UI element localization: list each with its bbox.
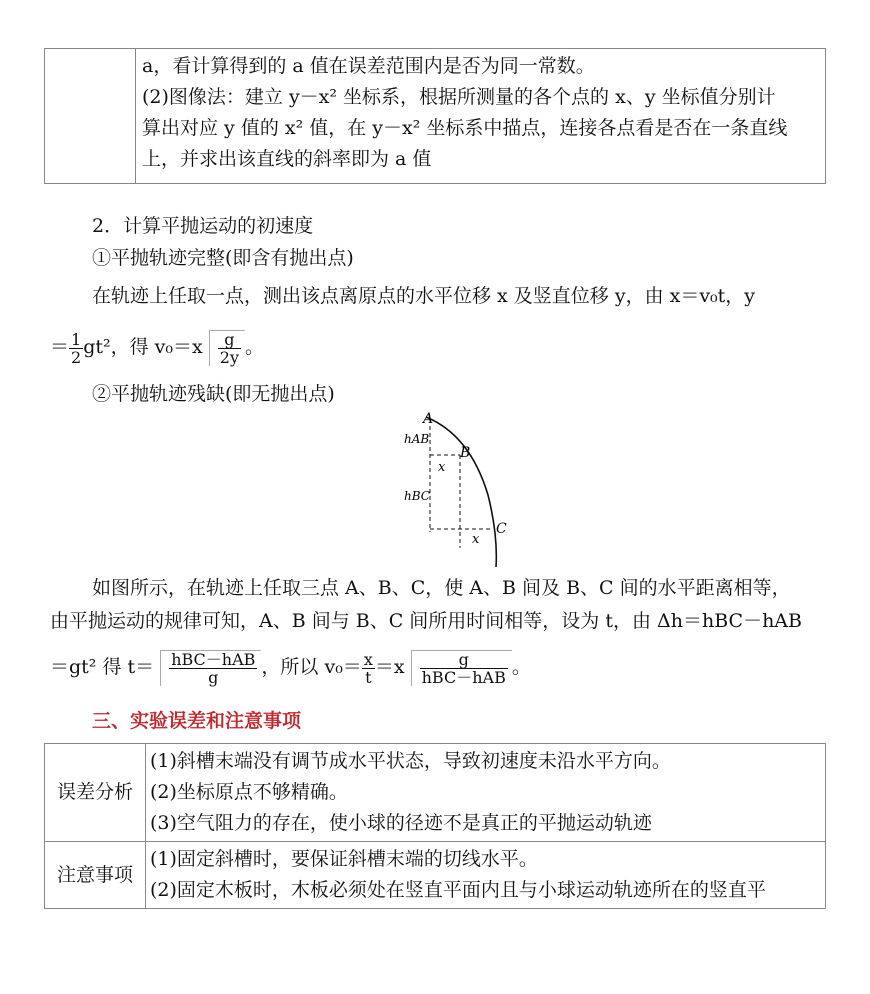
row-header: 误差分析 bbox=[45, 744, 146, 842]
top-table-line: a，看计算得到的 a 值在误差范围内是否为同一常数。 bbox=[142, 55, 595, 77]
h-ab-label: hAB bbox=[404, 432, 430, 446]
fraction-half bbox=[69, 331, 83, 366]
row-content bbox=[146, 744, 826, 842]
top-table-line: (2)图像法：建立 y－x² 坐标系，根据所测量的各个点的 x、y 坐标值分别计 bbox=[142, 86, 776, 108]
subsection-title: ②平抛轨迹残缺(即无抛出点) bbox=[92, 383, 335, 405]
formula-text: ＝ bbox=[50, 336, 70, 358]
fraction-numerator: hBC－hAB bbox=[171, 650, 256, 669]
formula-text: ，所以 v₀＝ bbox=[261, 656, 362, 678]
fraction-denominator: 2y bbox=[219, 348, 239, 367]
top-table-content-cell bbox=[136, 49, 826, 184]
formula-line bbox=[50, 650, 531, 686]
trajectory-figure bbox=[390, 405, 520, 570]
formula-text: gt²，得 v₀＝x bbox=[83, 336, 203, 358]
row-line: (1)固定斜槽时，要保证斜槽末端的切线水平。 bbox=[150, 848, 538, 870]
fraction-numerator: 1 bbox=[71, 329, 82, 349]
fraction bbox=[169, 651, 257, 686]
paragraph: 在轨迹上任取一点，测出该点离原点的水平位移 x 及竖直位移 y，由 x＝v₀t，y bbox=[92, 285, 756, 307]
fraction-numerator: g bbox=[218, 331, 241, 349]
point-c-label: C bbox=[496, 521, 507, 537]
top-table bbox=[44, 48, 826, 184]
sqrt-sign bbox=[411, 650, 512, 686]
formula-text: ＝gt² 得 t＝ bbox=[50, 656, 155, 678]
point-a-label: A bbox=[423, 411, 434, 427]
subsection-title: ①平抛轨迹完整(即含有抛出点) bbox=[92, 247, 354, 269]
h-bc-label: hBC bbox=[404, 489, 430, 503]
x-label-2: x bbox=[472, 532, 480, 547]
fraction-numerator: g bbox=[420, 651, 508, 669]
row-line: (2)坐标原点不够精确。 bbox=[150, 781, 348, 803]
fraction-denominator: t bbox=[365, 667, 372, 687]
section-heading: 三、实验误差和注意事项 bbox=[92, 710, 302, 732]
error-notes-table bbox=[44, 743, 826, 909]
sqrt-sign bbox=[209, 330, 245, 366]
trajectory-curve bbox=[426, 417, 496, 567]
formula-text: ＝x bbox=[374, 656, 405, 678]
row-line: (1)斜槽末端没有调节成水平状态，导致初速度未沿水平方向。 bbox=[150, 750, 671, 772]
formula-line bbox=[50, 330, 264, 366]
fraction bbox=[420, 651, 508, 686]
top-table-line: 上，并求出该直线的斜率即为 a 值 bbox=[142, 148, 432, 170]
row-content bbox=[146, 842, 826, 909]
row-line: (2)固定木板时，木板必须处在竖直平面内且与小球运动轨迹所在的竖直平 bbox=[150, 879, 766, 901]
paragraph: 如图所示，在轨迹上任取三点 A、B、C，使 A、B 间及 B、C 间的水平距离相等， bbox=[92, 577, 791, 599]
sqrt-sign bbox=[160, 650, 261, 686]
fraction-denominator: hBC－hAB bbox=[421, 668, 506, 687]
formula-text: 。 bbox=[511, 656, 531, 678]
fraction bbox=[362, 651, 375, 686]
fraction-denominator: g bbox=[208, 668, 219, 687]
x-label-1: x bbox=[438, 460, 446, 475]
point-b-label: B bbox=[460, 445, 471, 461]
fraction-numerator: x bbox=[363, 649, 373, 669]
fraction-g-2y bbox=[218, 331, 241, 366]
row-header: 注意事项 bbox=[45, 842, 146, 909]
top-table-line: 算出对应 y 值的 x² 值，在 y－x² 坐标系中描点，连接各点看是否在一条直线 bbox=[142, 117, 788, 139]
fraction-denominator: 2 bbox=[71, 347, 82, 367]
formula-text: 。 bbox=[245, 336, 265, 358]
section-title: 2．计算平抛运动的初速度 bbox=[92, 215, 314, 237]
top-table-head-cell bbox=[45, 49, 136, 184]
paragraph: 由平抛运动的规律可知，A、B 间与 B、C 间所用时间相等，设为 t，由 Δh＝hBC－hAB bbox=[50, 610, 802, 632]
row-line: (3)空气阻力的存在，使小球的径迹不是真正的平抛运动轨迹 bbox=[150, 812, 652, 834]
